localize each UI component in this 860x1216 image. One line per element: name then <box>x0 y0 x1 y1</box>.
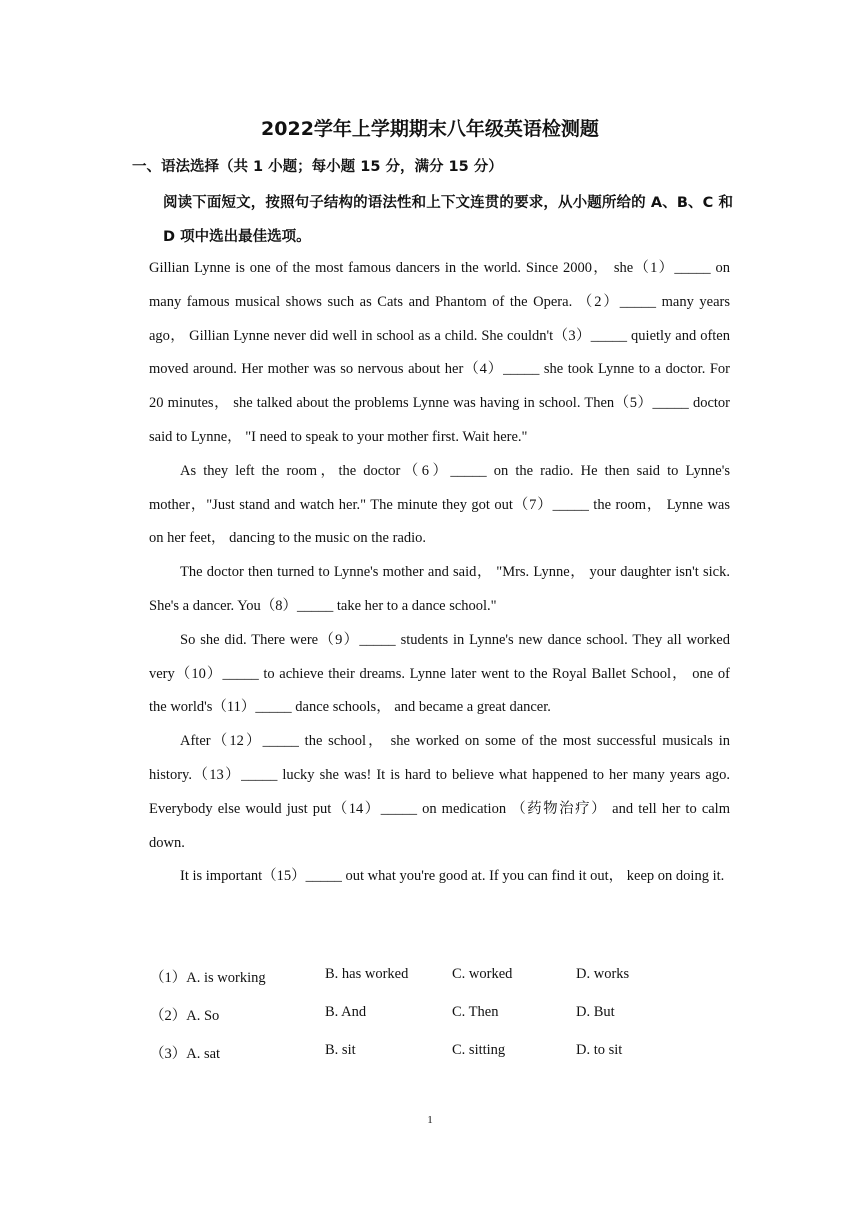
passage-paragraph: So she did. There were（9）_____ students in Lynne's new dance school. They all worked very（10）_____ to achieve their dreams. Lynne later went to the Royal Ballet School， one of the world's（11）_____ dance schools， and became a great dancer. <box>149 631 730 716</box>
reading-passage <box>149 252 730 894</box>
option-b: B. sit <box>325 1042 356 1058</box>
page-number: 1 <box>427 1114 433 1126</box>
instructions: 阅读下面短文，按照句子结构的语法性和上下文连贯的要求，从小题所给的 A、B、C 和 D 项中选出最佳选项。 <box>163 195 733 245</box>
option-b: B. has worked <box>325 966 409 982</box>
question-options-3 <box>150 1042 710 1080</box>
option-d: D. works <box>576 966 630 982</box>
question-options-1 <box>150 966 710 1004</box>
passage-paragraph: It is important（15）_____ out what you're good at. If you can find it out， keep on doing it. <box>180 868 725 885</box>
option-a: （2）A. So <box>150 1008 220 1024</box>
option-b: B. And <box>325 1004 367 1020</box>
option-a: （3）A. sat <box>150 1046 221 1062</box>
passage-paragraph: The doctor then turned to Lynne's mother and said， "Mrs. Lynne， your daughter isn't sick. She's a dancer. You（8）_____ take her to a dance school." <box>149 564 730 614</box>
passage-paragraph: After（12）_____ the school， she worked on some of the most successful musicals in history.（13）_____ lucky she was! It is hard to believe what happened to her many years ago. Everybody else would just put（14）_____ on medication （药物治疗） and tell her to calm down. <box>149 733 730 851</box>
question-options-2 <box>150 1004 710 1042</box>
option-c: C. sitting <box>452 1042 506 1058</box>
option-d: D. But <box>576 1004 615 1020</box>
option-a: （1）A. is working <box>150 970 266 986</box>
passage-paragraph: Gillian Lynne is one of the most famous dancers in the world. Since 2000， she（1）_____ on many famous musical shows such as Cats and Phantom of the Opera. （2）_____ many years ago， Gillian Lynne never did well in school as a child. She couldn't（3）_____ quietly and often moved around. Her mother was so nervous about her（4）_____ she took Lynne to a doctor. For 20 minutes， she talked about the problems Lynne was having in school. Then（5）_____ doctor said to Lynne， "I need to speak to your mother first. Wait here." <box>149 260 730 445</box>
page-title: 2022学年上学期期末八年级英语检测题 <box>261 118 599 140</box>
answer-options <box>150 966 710 1080</box>
option-d: D. to sit <box>576 1042 623 1058</box>
passage-paragraph: As they left the room，the doctor（6）_____ on the radio. He then said to Lynne's mother，"Just stand and watch her." The minute they got out（7）_____ the room， Lynne was on her feet， dancing to the music on the radio. <box>149 462 730 547</box>
option-c: C. worked <box>452 966 513 982</box>
section-heading: 一、语法选择（共 1 小题；每小题 15 分，满分 15 分） <box>132 159 503 175</box>
option-c: C. Then <box>452 1004 499 1020</box>
